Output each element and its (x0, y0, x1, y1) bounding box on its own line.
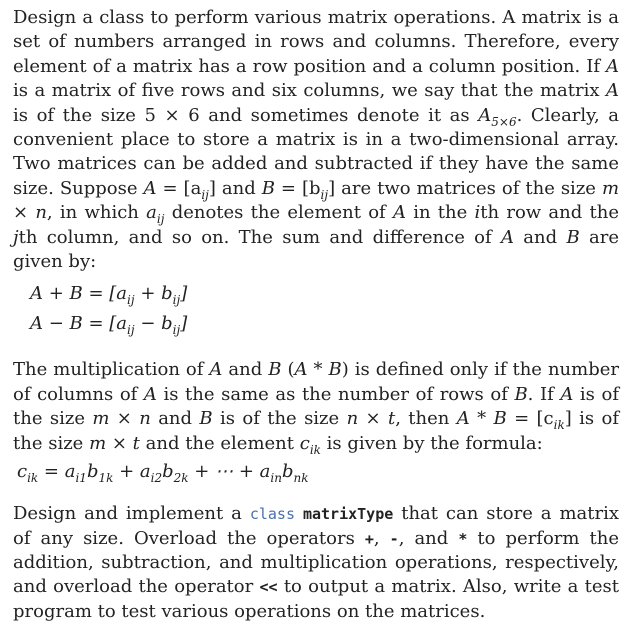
code-class-name: matrixType (302, 505, 394, 524)
operator-output: << (259, 578, 278, 597)
operator-plus: + (364, 529, 374, 548)
document-page (13, 6, 619, 624)
task-paragraph: Design and implement a class matrixType that can store a matrix of any size. Overload the operators +, -, and * to perform the addition, subtraction, and multiplication operations, respectively, and overload the operator << to output a matrix. Also, write a test program to test various operations on the matrices. (13, 503, 619, 622)
intro-paragraph: Design a class to perform various matrix operations. A matrix is a set of numbers arranged in rows and columns. Therefore, every element of a matrix has a row position and a column position. If A is a matrix of five rows and six columns, we say that the matrix A is of the size 5 × 6 and sometimes denote it as $A_{5\times 6}$. Clearly, a convenient place to store a matrix is in a two-dimensional array. Two matrices can be added and subtracted if they have the same size. Suppose $A = [a_{ij}]$ and $B = [b_{ij}]$ are two matrices of the size m × n, in which $a_{ij}$ denotes the element of A in the ith row and the jth column, and so on. The sum and difference of A and B are given by: (13, 7, 620, 273)
subscript-5x6: 5×6 (491, 114, 517, 129)
multiplication-paragraph: The multiplication of A and B (A * B) is defined only if the number of columns of A is the same as the number of rows of B. If A is of the size m × n and B is of the size n × t, then $A * B = [c_{ik}]$ is of the size m × t and the element $c_{ik}$ is given by the formula: (13, 359, 619, 457)
product-formula: $c_{ik} = a_{i1}b_{1k} + a_{i2}b_{2k}$ + ⋯ + $a_{in}b_{nk}$ (17, 461, 309, 486)
operator-star: * (458, 529, 468, 548)
code-keyword-class: class (249, 505, 295, 524)
sum-formula: $A + B = [a_{ij} + b_{ij}]$ (30, 283, 188, 308)
difference-formula: $A - B = [a_{ij} - b_{ij}]$ (30, 313, 188, 338)
operator-minus: - (389, 529, 399, 548)
